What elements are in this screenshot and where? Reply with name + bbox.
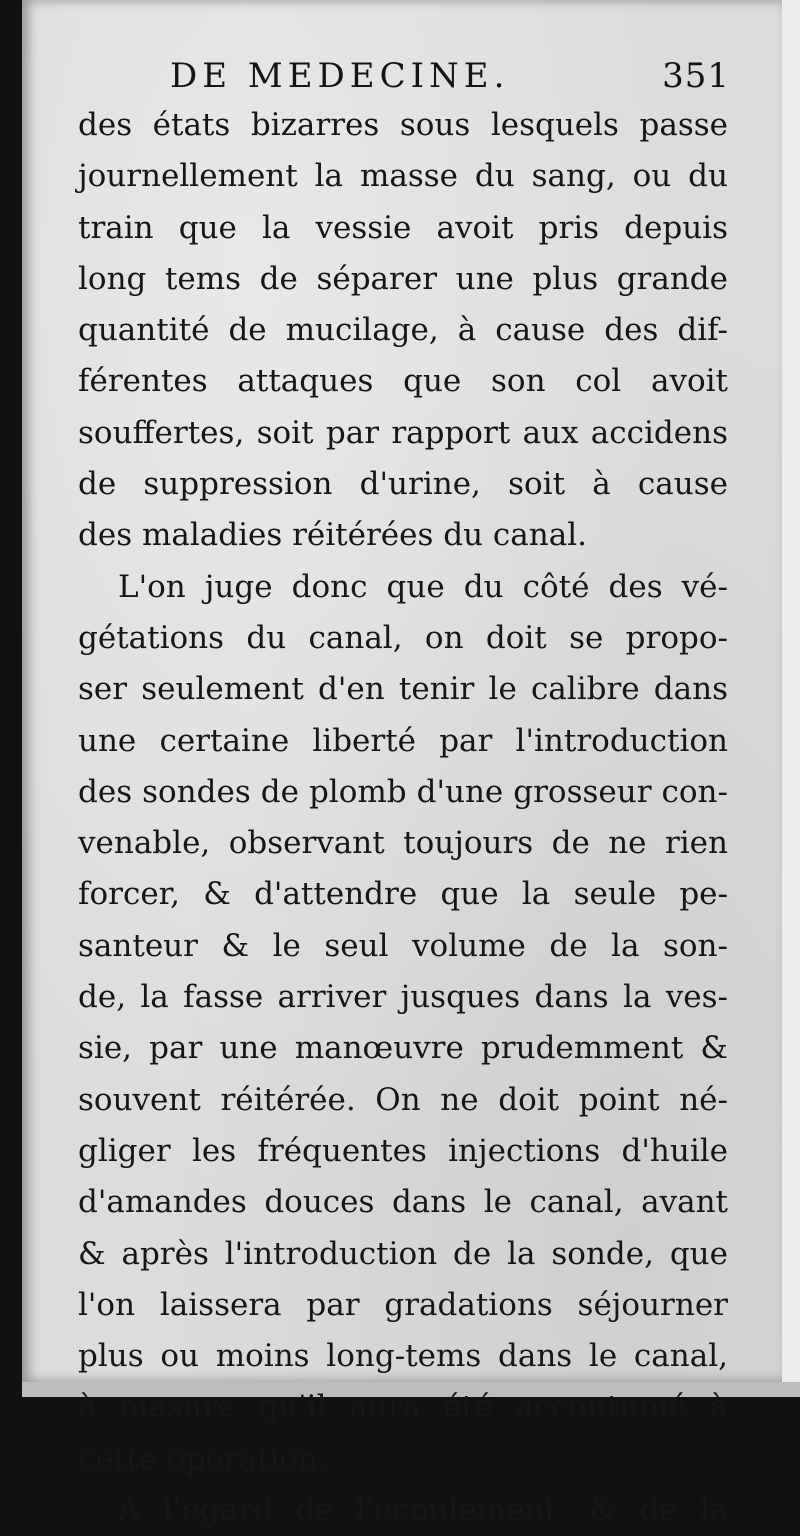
text-line: quantité de mucilage, à cause des dif-	[78, 312, 728, 349]
text-line: gétations du canal, on doit se propo-	[78, 619, 728, 656]
text-line: souvent réitérée. On ne doit point né-	[78, 1081, 728, 1118]
text-line: une certaine liberté par l'introduction	[78, 722, 728, 759]
page-edge	[782, 0, 800, 1397]
text-line: des états bizarres sous lesquels passe	[78, 107, 728, 143]
page-number: 351	[662, 56, 730, 96]
text-line: souffertes, soit par rapport aux accidens	[78, 414, 728, 451]
text-line: à mesure qu'il aura été accoutumé à	[78, 1389, 728, 1426]
text-line: A l'égard de l'écoulement, & de la	[118, 1492, 728, 1529]
text-line: l'on laissera par gradations séjourner	[78, 1286, 728, 1323]
text-line: cette opération.	[78, 1440, 328, 1477]
running-head-title: DE MEDECINE.	[170, 56, 510, 96]
text-line: férentes attaques que son col avoit	[78, 363, 728, 400]
text-line: d'amandes douces dans le canal, avant	[78, 1184, 728, 1221]
text-line: sie, par une manœuvre prudemment &	[78, 1030, 728, 1067]
text-line: L'on juge donc que du côté des vé-	[118, 568, 728, 605]
text-line: & après l'introduction de la sonde, que	[78, 1235, 728, 1272]
text-line: long tems de séparer une plus grande	[78, 260, 728, 297]
text-line: plus ou moins long-tems dans le canal,	[78, 1338, 728, 1375]
text-line: santeur & le seul volume de la son-	[78, 927, 728, 964]
text-line: des sondes de plomb d'une grosseur con-	[78, 773, 728, 810]
text-line: forcer, & d'attendre que la seule pe-	[78, 876, 728, 913]
text-line: ser seulement d'en tenir le calibre dans	[78, 671, 728, 708]
text-line: gliger les fréquentes injections d'huile	[78, 1132, 728, 1169]
running-head	[170, 56, 730, 96]
text-line: journellement la masse du sang, ou du	[78, 158, 728, 195]
body-text	[78, 100, 728, 1536]
text-line: des maladies réitérées du canal.	[78, 517, 587, 554]
text-line: de suppression d'urine, soit à cause	[78, 466, 728, 503]
text-line: train que la vessie avoit pris depuis	[78, 209, 728, 246]
text-line: de, la fasse arriver jusques dans la ves-	[78, 979, 728, 1016]
text-line: venable, observant toujours de ne rien	[78, 825, 728, 862]
